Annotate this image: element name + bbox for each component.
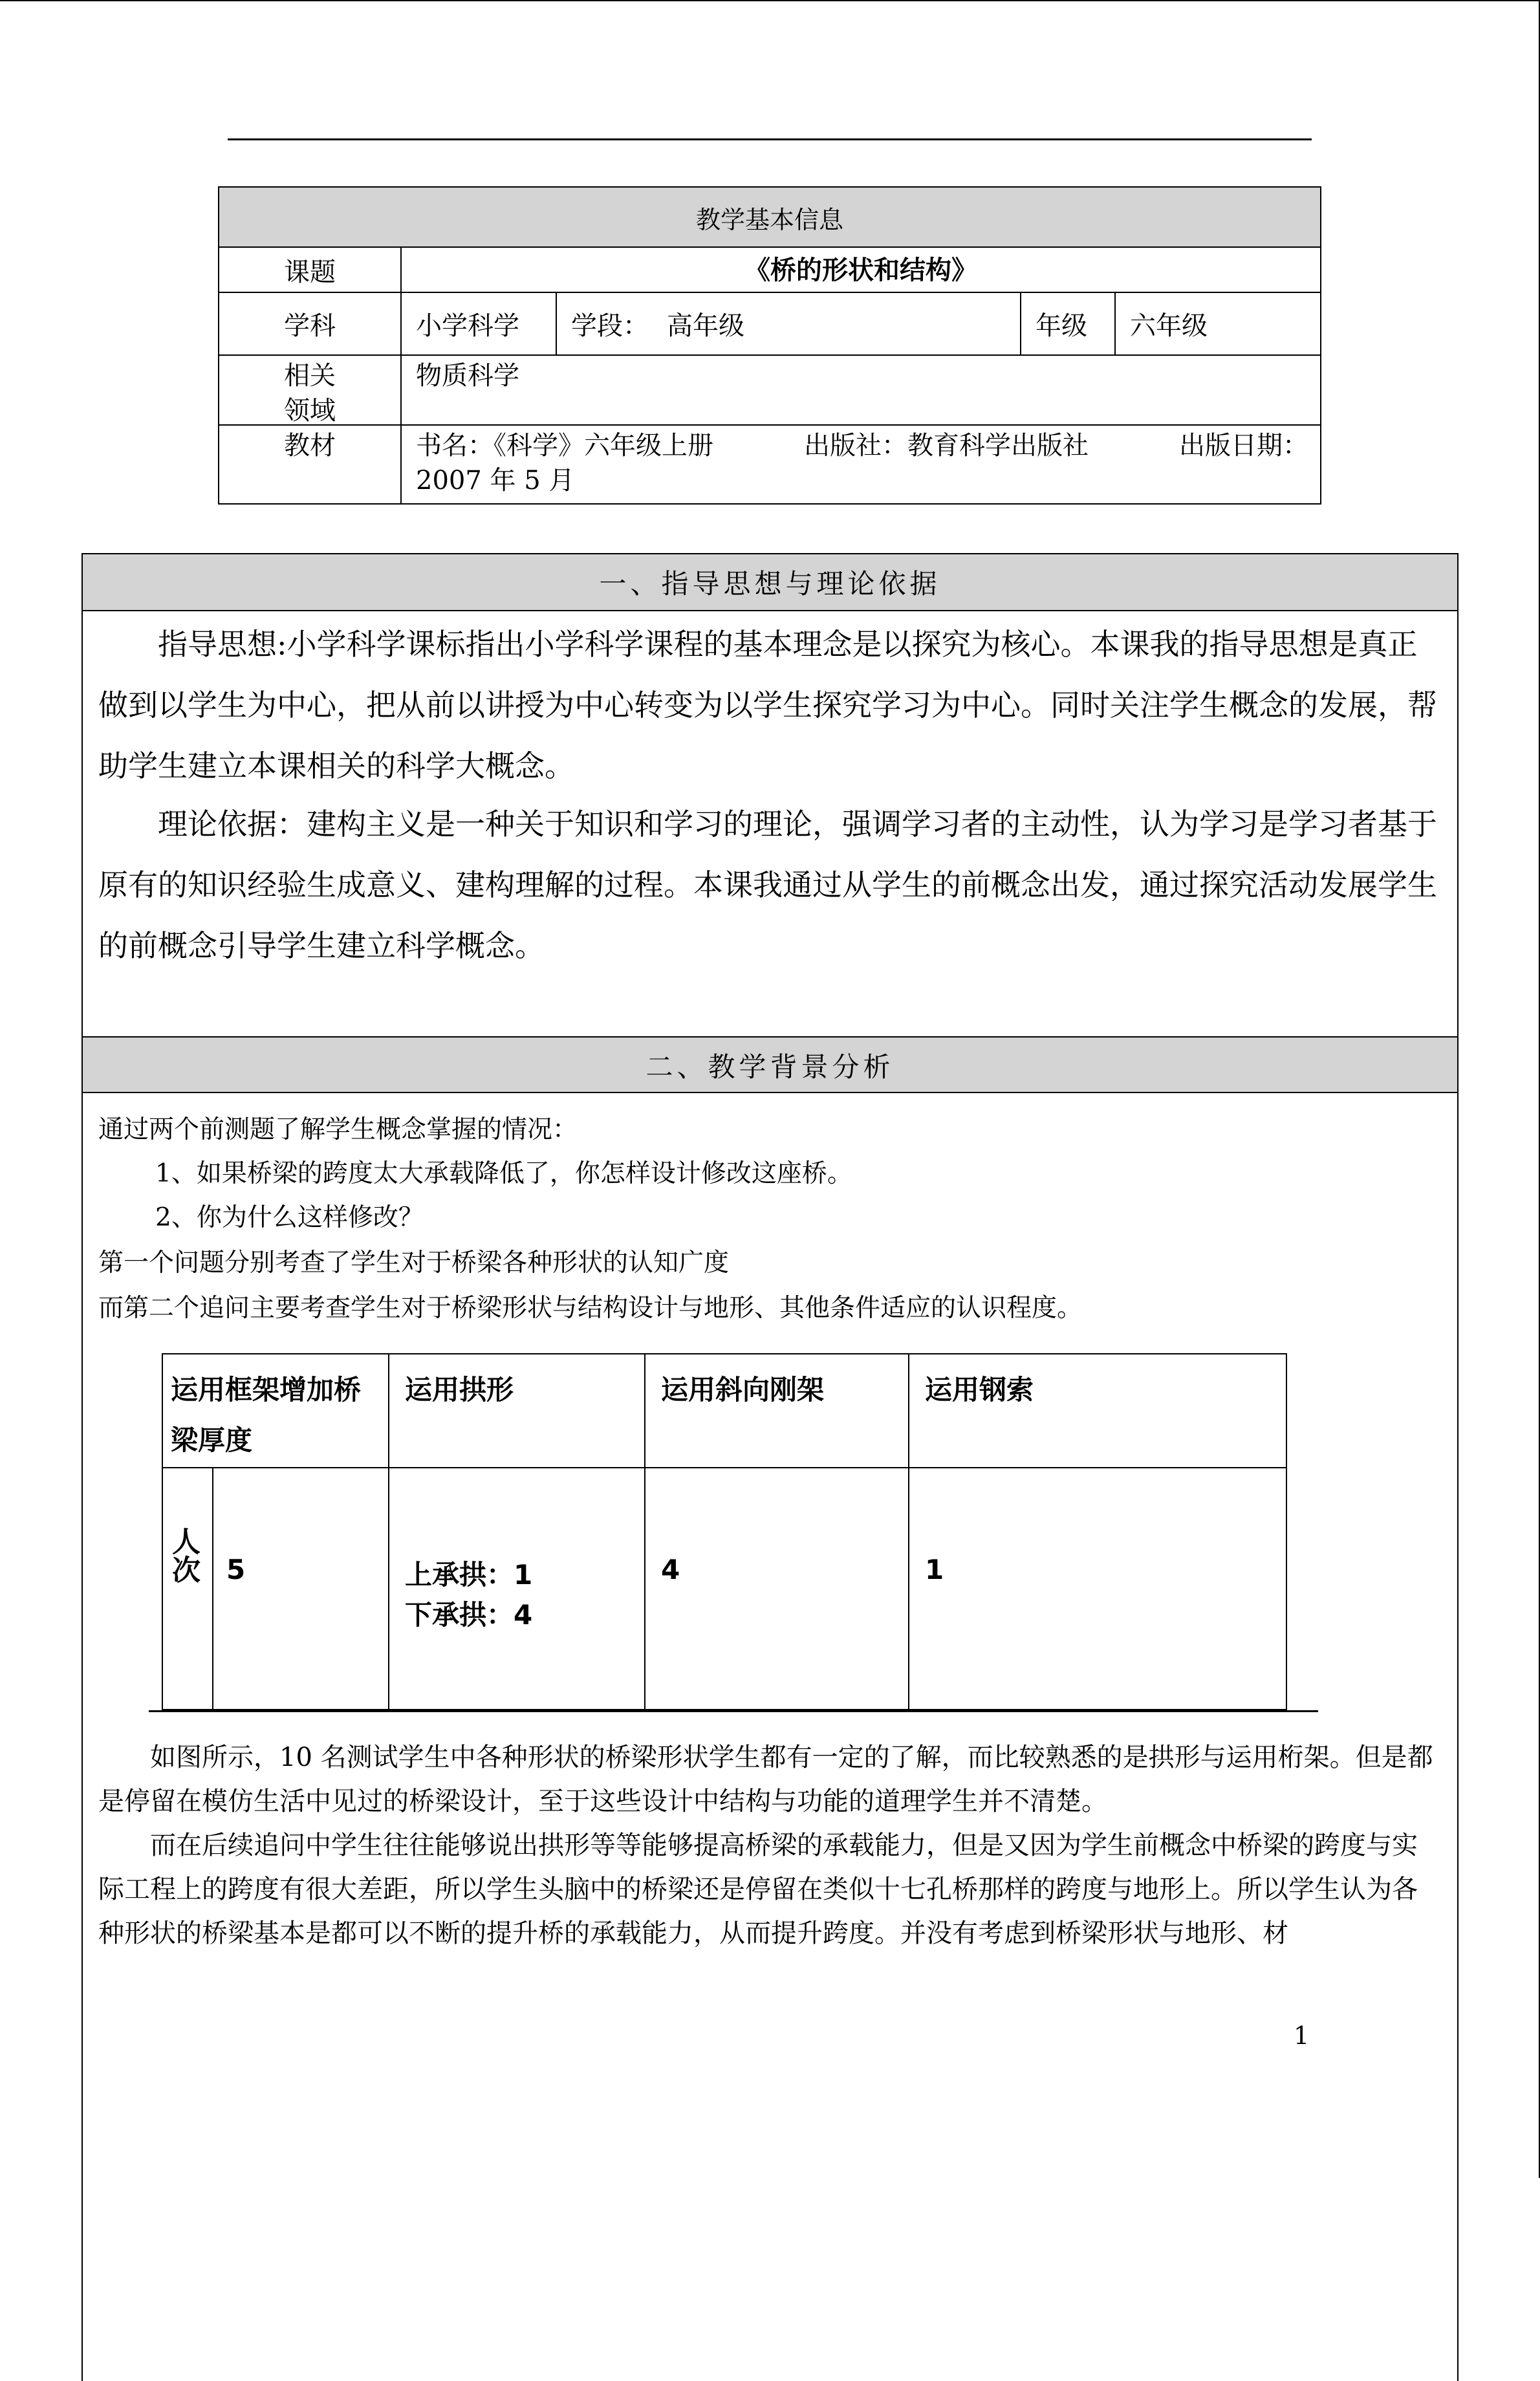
section-two-heading: 二、教学背景分析 [83,1036,1457,1093]
grade-label: 年级 [1020,293,1114,354]
arch-counts [388,1468,644,1709]
header-frame: 运用框架增加桥梁厚度 [171,1374,362,1456]
pretest-intro: 通过两个前测题了解学生概念掌握的情况： [98,1115,578,1144]
theory-basis-paragraph: 理论依据：建构主义是一种关于知识和学习的理论，强调学习者的主动性，认为学习是学习者基于原有的知识经验生成意义、建构理解的过程。本课我通过从学生的前概念出发，通过探究活动发展学生的前概念引导学生建立科学概念。 [98,807,1437,963]
field-label [219,356,400,424]
field-value: 物质科学 [400,356,1320,424]
subject-row [219,293,1320,356]
header-cable: 运用钢索 [908,1354,1286,1467]
basic-info-heading: 教学基本信息 [219,188,1320,248]
publisher: 出版社：教育科学出版社 [804,431,1089,461]
pub-date-label: 出版日期： [1179,431,1308,461]
arch-upper-count: 上承拱：1 [405,1559,533,1591]
lesson-title-row [219,248,1320,293]
truss-count: 4 [644,1468,908,1709]
field-label-line-1: 相关 [284,361,336,391]
arch-lower-count: 下承拱：4 [405,1599,533,1631]
pub-date-value: 2007 年 5 月 [416,466,575,495]
subject-value: 小学科学 [400,293,556,354]
pretest-question-2: 2、你为什么这样修改？ [155,1203,424,1232]
stage-value: 高年级 [667,311,744,341]
lesson-title: 《桥的形状和结构》 [400,248,1320,292]
header-arch: 运用拱形 [388,1354,644,1467]
lesson-title-label: 课题 [284,257,336,287]
stage-cell [556,293,1020,354]
textbook-label: 教材 [284,431,336,461]
page-number: 1 [1294,2021,1310,2050]
header-truss: 运用斜向刚架 [644,1354,908,1467]
grade-value: 六年级 [1114,293,1320,354]
field-row [219,356,1320,426]
cable-count: 1 [908,1468,1286,1709]
textbook-value [400,426,1320,503]
pretest-results-table [162,1353,1287,1710]
guiding-idea-paragraph: 指导思想:小学科学课标指出小学科学课程的基本理念是以探究为核心。本课我的指导思想是真正做到以学生为中心，把从前以讲授为中心转变为以学生探究学习为中心。同时关注学生概念的发展，帮助学生建立本课相关的科学大概念。 [98,627,1437,783]
analysis-note-2: 而第二个追问主要考查学生对于桥梁形状与结构设计与地形、其他条件适应的认识程度。 [98,1294,1083,1323]
field-label-line-2: 领域 [284,396,336,426]
book-name: 书名：《科学》六年级上册 [416,431,713,461]
basic-info-table [218,186,1321,505]
header-rule [228,138,1312,140]
frame-count: 5 [212,1468,388,1709]
textbook-row [219,426,1320,503]
analysis-paragraph-1: 如图所示，10 名测试学生中各种形状的桥梁形状学生都有一定的了解，而比较熟悉的是拱形与运用桁架。但是都是停留在模仿生活中见过的桥梁设计，至于这些设计中结构与功能的道理学生并不清楚。 [98,1743,1433,1816]
stage-label: 学段： [571,311,649,341]
results-bottom-rule [149,1710,1318,1712]
analysis-paragraph-2: 而在后续追问中学生往往能够说出拱形等等能够提高桥梁的承载能力，但是又因为学生前概念中桥梁的跨度与实际工程上的跨度有很大差距，所以学生头脑中的桥梁还是停留在类似十七孔桥那样的跨度与地形上。所以学生认为各种形状的桥梁基本是都可以不断的提升桥的承载能力，从而提升跨度。并没有考虑到桥梁形状与地形、材 [98,1831,1418,1948]
row-label-person-times: 人次 [167,1527,200,1583]
analysis-note-1: 第一个问题分别考查了学生对于桥梁各种形状的认知广度 [98,1248,730,1277]
section-one-heading: 一、指导思想与理论依据 [83,554,1457,611]
subject-label: 学科 [284,311,336,341]
pretest-question-1: 1、如果桥梁的跨度太大承载降低了，你怎样设计修改这座桥。 [155,1159,852,1188]
textbook-line-1 [416,428,1308,463]
